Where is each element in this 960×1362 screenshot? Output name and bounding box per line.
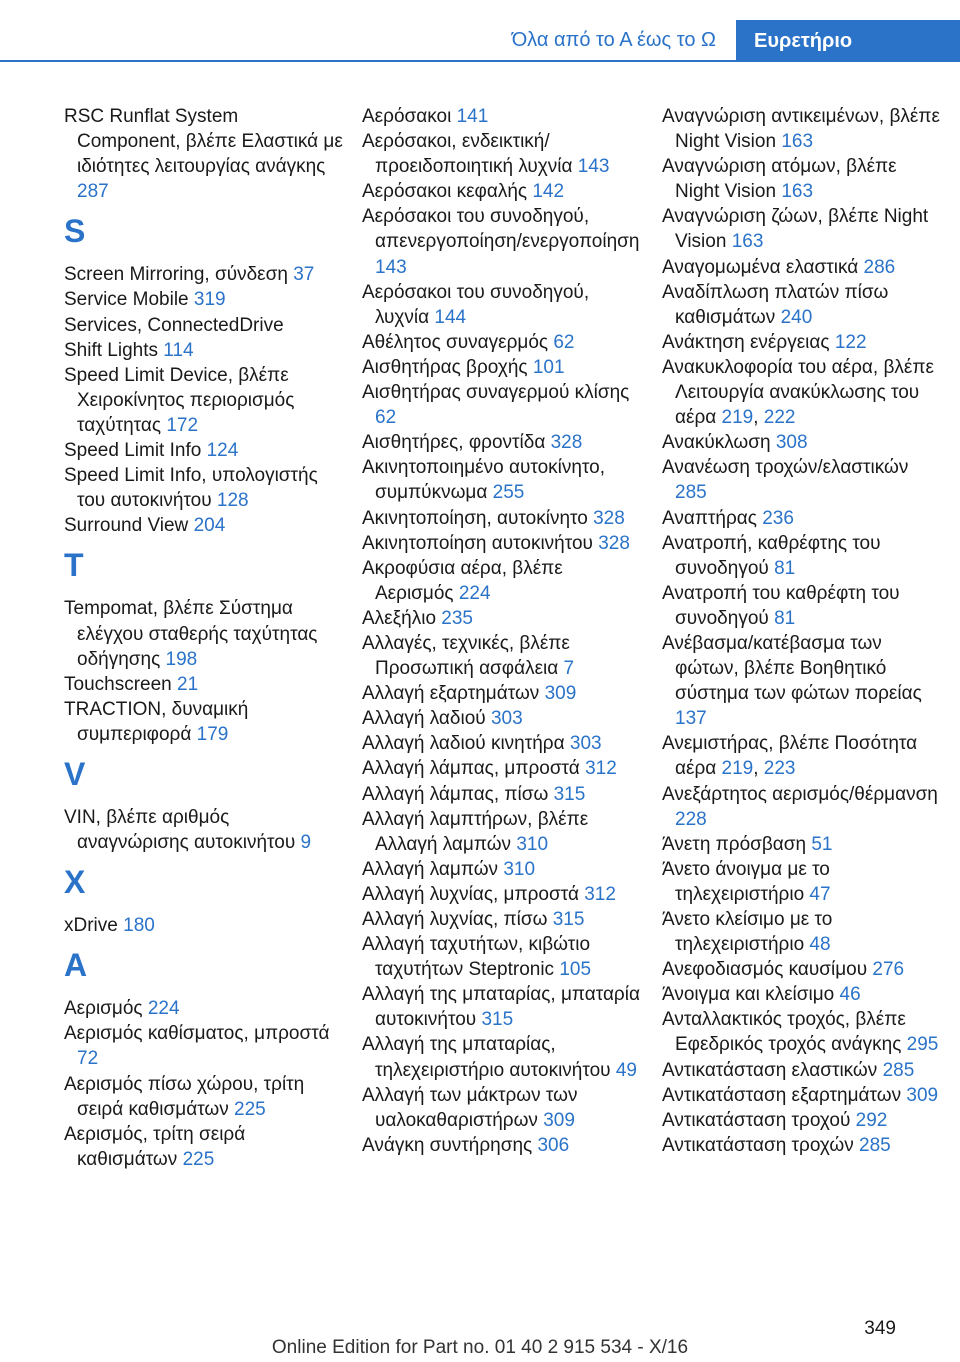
index-entry-text: Ανεξάρτητος αερισμός/θέρμανση xyxy=(662,783,938,805)
page-link[interactable]: 114 xyxy=(163,339,194,361)
index-entry xyxy=(362,531,642,556)
page-link[interactable]: 303 xyxy=(569,733,602,755)
index-entry-text: Αντικατάσταση τροχών xyxy=(662,1134,854,1156)
index-entry-text: Άνετο κλείσιμο με το τηλεχειριστήριο xyxy=(662,909,833,956)
page-link[interactable]: 101 xyxy=(532,356,565,378)
index-entry xyxy=(662,104,942,154)
index-entry xyxy=(64,104,344,204)
index-entry xyxy=(64,463,344,513)
index-entry xyxy=(662,907,942,957)
index-entry xyxy=(662,782,942,832)
tab-index[interactable]: Ευρετήριο xyxy=(736,20,960,62)
index-entry xyxy=(362,606,642,631)
page-link[interactable]: 219 xyxy=(721,758,754,780)
index-entry xyxy=(662,154,942,204)
page-link[interactable]: 308 xyxy=(775,432,808,454)
footer-edition: Online Edition for Part no. 01 40 2 915 534 - X/16 xyxy=(271,1337,689,1358)
page-link[interactable]: 312 xyxy=(585,758,617,780)
page-link[interactable]: 219 xyxy=(721,407,754,429)
index-entry xyxy=(662,1133,942,1158)
page-link[interactable]: 204 xyxy=(193,515,226,537)
page-link[interactable]: 179 xyxy=(196,723,229,745)
index-entry xyxy=(362,1083,642,1133)
index-entry-text: Αλλαγή λάμπας, πίσω xyxy=(362,783,549,805)
index-entry xyxy=(362,807,642,857)
index-entry-text: Ανάκτηση ενέργειας xyxy=(662,331,830,353)
page-link[interactable]: 128 xyxy=(216,490,249,512)
index-entry xyxy=(362,556,642,606)
index-entry xyxy=(662,1058,942,1083)
index-entry xyxy=(362,756,642,781)
index-entry xyxy=(362,932,642,982)
index-entry-text: Αλλαγή λαδιού κινητήρα xyxy=(362,733,565,755)
index-entry-text: Αλλαγή λαδιού xyxy=(362,708,486,730)
page-link[interactable]: 276 xyxy=(872,959,905,981)
index-entry-text: Speed Limit Device, βλέπε Χειροκίνητος περιορισμός ταχύτητας xyxy=(64,364,295,436)
index-entry xyxy=(64,672,344,697)
index-column-3 xyxy=(662,104,942,1158)
index-entry-text: Αλλαγή των μάκτρων των υαλοκαθαριστήρων xyxy=(362,1084,578,1131)
index-entry xyxy=(662,280,942,330)
index-entry xyxy=(64,338,344,363)
index-entry-text: RSC Runflat System Component, βλέπε Ελαστικά με ιδιότητες λειτουργίας ανάγκης xyxy=(64,106,343,178)
page-link[interactable]: 81 xyxy=(774,607,796,629)
page-link[interactable]: 9 xyxy=(300,832,312,854)
index-entry xyxy=(662,581,942,631)
index-entry xyxy=(662,430,942,455)
page-link[interactable]: 198 xyxy=(165,648,198,670)
index-entry xyxy=(362,681,642,706)
index-entry-text: Αναδίπλωση πλατών πίσω καθισμάτων xyxy=(662,281,889,328)
index-entry xyxy=(362,330,642,355)
index-entry xyxy=(662,857,942,907)
page-link[interactable]: 309 xyxy=(543,1109,575,1131)
index-entry xyxy=(362,1133,642,1158)
index-entry-text: Αλλαγή λυχνίας, μπροστά xyxy=(362,883,579,905)
page-link[interactable]: 81 xyxy=(774,557,796,579)
index-entry-text: Αισθητήρας συναγερμού κλίσης xyxy=(362,382,630,404)
index-entry-text: Ανατροπή του καθρέφτη του συνοδηγού xyxy=(662,582,900,629)
page-link[interactable]: 222 xyxy=(763,407,796,429)
page-link[interactable]: 315 xyxy=(552,909,585,930)
index-entry-text: Αερισμός πίσω χώρου, τρίτη σειρά καθισμάτων xyxy=(64,1073,305,1120)
index-entry-text: Αλεξήλιο xyxy=(362,607,437,629)
page-link[interactable]: 287 xyxy=(77,181,109,203)
index-entry xyxy=(362,982,642,1032)
index-entry-text: Αερισμός xyxy=(64,998,143,1020)
page-link[interactable]: 143 xyxy=(375,256,407,278)
index-entry-text: Αναγομωμένα ελαστικά xyxy=(662,256,859,278)
index-entry-text: Ακινητοποιημένο αυτοκίνητο, συμπύκνωμα xyxy=(362,457,606,504)
page-link[interactable]: 143 xyxy=(577,156,610,178)
index-letter-heading: T xyxy=(64,547,84,584)
page-link[interactable]: 312 xyxy=(584,883,616,905)
index-entry xyxy=(64,996,344,1021)
index-entry-text: Αλλαγή λαμπτήρων, βλέπε Αλλαγή λαμπών xyxy=(362,808,589,855)
index-entry xyxy=(64,1072,344,1122)
index-entry xyxy=(362,882,642,907)
index-entry-text: Αλλαγή της μπαταρίας, τηλεχειριστήριο αυτοκινήτου xyxy=(362,1034,611,1081)
page-link[interactable]: 62 xyxy=(375,407,397,429)
page-link[interactable]: 224 xyxy=(147,998,180,1020)
page-link[interactable]: 328 xyxy=(550,432,583,454)
index-entry xyxy=(362,129,642,179)
page-link[interactable]: 223 xyxy=(763,758,796,780)
page-link[interactable]: 255 xyxy=(492,482,525,504)
index-entry xyxy=(662,255,942,280)
index-entry xyxy=(362,455,642,505)
index-entry xyxy=(64,1122,344,1172)
index-entry-text: Ανάγκη συντήρησης xyxy=(362,1134,533,1156)
index-entry-text: Αναπτήρας xyxy=(662,507,757,529)
page-link[interactable]: 7 xyxy=(563,658,575,680)
index-entry xyxy=(662,531,942,581)
index-entry xyxy=(662,1108,942,1133)
index-entry xyxy=(362,104,642,129)
page-link[interactable]: 47 xyxy=(809,883,831,905)
index-entry: Ανεμιστήρας, βλέπε Ποσότητα αέρα 219, 223 xyxy=(662,733,918,780)
index-entry-text: Αλλαγή της μπαταρίας, μπαταρία αυτοκινήτου xyxy=(362,984,640,1031)
index-entry xyxy=(362,204,642,279)
page-link[interactable]: 142 xyxy=(532,181,565,203)
page-link[interactable]: 295 xyxy=(906,1034,939,1056)
page-link[interactable]: 228 xyxy=(675,808,707,830)
page-link[interactable]: 105 xyxy=(559,959,592,981)
index-entry-text: Speed Limit Info, υπολογιστής του αυτοκινήτου xyxy=(64,465,318,512)
index-entry xyxy=(362,907,642,932)
page-link[interactable]: 224 xyxy=(458,582,491,604)
index-entry xyxy=(64,513,344,538)
index-entry-text: Αναγνώριση αντικειμένων, βλέπε Night Vision xyxy=(662,106,940,153)
index-entry xyxy=(662,957,942,982)
page-link[interactable]: 180 xyxy=(123,915,155,937)
index-entry: Ανακυκλοφορία του αέρα, βλέπε Λειτουργία ανακύκλωσης του αέρα 219, 222 xyxy=(662,356,934,429)
index-entry-text: Ακροφύσια αέρα, βλέπε Αερισμός xyxy=(362,557,563,604)
index-entry-text: Αλλαγή λαμπών xyxy=(362,858,499,880)
index-entry-text: Αλλαγή εξαρτημάτων xyxy=(362,683,540,705)
index-entry-text: Surround View xyxy=(64,515,189,537)
index-entry-text: xDrive xyxy=(64,915,118,937)
page-link[interactable]: 163 xyxy=(781,181,814,203)
index-entry-text: Touchscreen xyxy=(64,673,172,695)
page-link[interactable]: 292 xyxy=(855,1109,888,1131)
index-entry-text: Αερισμός, τρίτη σειρά καθισμάτων xyxy=(64,1123,246,1170)
page-link[interactable]: 72 xyxy=(77,1048,99,1070)
index-column-2 xyxy=(362,104,642,1158)
index-entry xyxy=(662,455,942,505)
index-entry xyxy=(362,782,642,807)
page-link[interactable]: 124 xyxy=(206,440,239,462)
index-entry xyxy=(362,280,642,330)
index-entry-text: Ανέβασμα/κατέβασμα των φώτων, βλέπε Βοηθητικό σύστημα των φώτων πορείας xyxy=(662,632,922,705)
index-entry xyxy=(662,982,942,1007)
page-link[interactable]: 306 xyxy=(537,1134,570,1156)
index-entry xyxy=(362,706,642,731)
index-entry xyxy=(362,380,642,430)
index-entry-text: Ανεφοδιασμός καυσίμου xyxy=(662,959,868,981)
page-link[interactable]: 21 xyxy=(177,673,199,695)
index-entry-text: Ανακύκλωση xyxy=(662,432,771,454)
page-link[interactable]: 235 xyxy=(441,607,473,629)
page-link[interactable]: 62 xyxy=(553,331,575,353)
index-letter-heading: X xyxy=(64,864,86,901)
page-link[interactable]: 286 xyxy=(863,256,896,278)
page-link[interactable]: 163 xyxy=(781,131,814,153)
index-letter-heading: V xyxy=(64,755,86,792)
index-column-1 xyxy=(64,104,344,1172)
page-link[interactable]: 225 xyxy=(182,1148,215,1170)
index-entry xyxy=(362,731,642,756)
index-entry-text: Ανανέωση τροχών/ελαστικών xyxy=(662,457,909,479)
page-link[interactable]: 144 xyxy=(434,306,467,328)
index-entry-text: Ανεμιστήρας, βλέπε Ποσότητα αέρα xyxy=(662,733,918,780)
index-entry-text: Tempomat, βλέπε Σύστημα ελέγχου σταθερής ταχύτητας οδήγησης xyxy=(64,598,318,670)
header-divider xyxy=(0,60,960,62)
index-entry xyxy=(662,204,942,254)
page-link[interactable]: 51 xyxy=(811,833,833,855)
index-entry-text: Αθέλητος συναγερμός xyxy=(362,331,549,353)
page-link[interactable]: 315 xyxy=(481,1009,514,1031)
tab-alpha-index[interactable]: Όλα από το Α έως το Ω xyxy=(511,29,716,51)
page-link[interactable]: 285 xyxy=(859,1134,891,1156)
index-entry-text: Ανταλλακτικός τροχός, βλέπε Εφεδρικός τροχός ανάγκης xyxy=(662,1009,906,1056)
index-entry-text: Άνετο άνοιγμα με το τηλεχειριστήριο xyxy=(662,858,830,905)
index-entry xyxy=(64,438,344,463)
index-entry xyxy=(362,179,642,204)
index-entry xyxy=(362,631,642,681)
index-entry xyxy=(662,506,942,531)
page-link[interactable]: 141 xyxy=(456,106,489,127)
page-number: 349 xyxy=(864,1318,896,1339)
index-entry xyxy=(64,805,344,855)
index-letter-heading: A xyxy=(64,947,88,984)
index-entry-text: Αισθητήρας βροχής xyxy=(362,356,528,378)
index-entry-text: Αντικατάσταση τροχού xyxy=(662,1109,851,1131)
index-entry-text: Shift Lights xyxy=(64,339,158,361)
index-entry xyxy=(662,1007,942,1057)
page-link[interactable]: 328 xyxy=(593,507,625,529)
index-entry-text: Ακινητοποίηση, αυτοκίνητο xyxy=(362,507,588,529)
index-entry-text: Αερισμός καθίσματος, μπροστά xyxy=(64,1023,330,1045)
index-entry-text: Αερόσακοι του συνοδηγού, λυχνία xyxy=(362,281,590,328)
index-entry xyxy=(64,262,344,287)
index-entry xyxy=(662,1083,942,1108)
index-entry xyxy=(64,913,344,938)
page-link[interactable]: 315 xyxy=(553,783,586,805)
index-entry-text: Ανατροπή, καθρέφτης του συνοδηγού xyxy=(662,532,881,579)
index-entry-text: Άνετη πρόσβαση xyxy=(662,833,807,855)
index-entry xyxy=(64,1021,344,1071)
index-entry-text: Άνοιγμα και κλείσιμο xyxy=(662,984,835,1006)
page-link[interactable]: 303 xyxy=(490,708,523,730)
index-entry-text: Αντικατάσταση ελαστικών xyxy=(662,1059,878,1081)
index-entry-text: Αντικατάσταση εξαρτημάτων xyxy=(662,1084,902,1106)
page-link[interactable]: 328 xyxy=(598,532,630,554)
page-link[interactable]: 309 xyxy=(544,683,577,705)
index-entry-text: Ακινητοποίηση αυτοκινήτου xyxy=(362,532,593,554)
index-entry xyxy=(662,330,942,355)
page-link[interactable]: 309 xyxy=(906,1084,939,1106)
index-entry xyxy=(64,287,344,312)
page-link[interactable]: 285 xyxy=(675,482,707,504)
index-entry xyxy=(362,1032,642,1082)
page-link[interactable]: 46 xyxy=(839,984,861,1006)
index-entry-text: Αλλαγές, τεχνικές, βλέπε Προσωπική ασφάλεια xyxy=(362,632,570,680)
page-link[interactable]: 225 xyxy=(234,1098,266,1120)
index-entry-text: Services, ConnectedDrive xyxy=(64,314,284,336)
index-entry-text: TRACTION, δυναμική συμπεριφορά xyxy=(64,698,249,745)
index-entry xyxy=(64,363,344,438)
page-link[interactable]: 137 xyxy=(675,708,707,730)
index-entry-text: Speed Limit Info xyxy=(64,440,202,462)
index-entry-text: Αισθητήρες, φροντίδα xyxy=(362,432,546,454)
index-entry-text: Αναγνώριση ζώων, βλέπε Night Vision xyxy=(662,206,929,253)
index-entry-text: Αλλαγή ταχυτήτων, κιβώτιο ταχυτήτων Steptronic xyxy=(362,934,591,981)
index-entry xyxy=(64,313,344,338)
index-entry-text: VIN, βλέπε αριθμός αναγνώρισης αυτοκινήτου xyxy=(64,806,296,854)
index-entry-text: Service Mobile xyxy=(64,289,189,311)
index-entry xyxy=(362,355,642,380)
page-link[interactable]: 240 xyxy=(780,306,813,328)
index-entry-text: Αερόσακοι κεφαλής xyxy=(362,181,528,203)
index-entry xyxy=(64,697,344,747)
page-link[interactable]: 310 xyxy=(516,833,549,855)
page-link[interactable]: 49 xyxy=(615,1059,637,1081)
index-letter-heading: S xyxy=(64,213,86,250)
index-entry xyxy=(662,832,942,857)
index-entry xyxy=(662,631,942,731)
index-entry-text: Ανακυκλοφορία του αέρα, βλέπε Λειτουργία ανακύκλωσης του αέρα xyxy=(662,356,934,429)
page-link[interactable]: 37 xyxy=(293,264,315,286)
index-entry xyxy=(362,430,642,455)
index-entry-text: Αλλαγή λυχνίας, πίσω xyxy=(362,909,548,930)
index-entry-text: Αερόσακοι xyxy=(362,106,452,127)
page-link[interactable]: 122 xyxy=(834,331,867,353)
index-entry-text: Αερόσακοι, ενδεικτική/προειδοποιητική λυχνία xyxy=(362,131,573,178)
index-entry xyxy=(362,857,642,882)
page-link[interactable]: 172 xyxy=(166,414,199,436)
index-entry xyxy=(64,596,344,671)
page-link[interactable]: 285 xyxy=(882,1059,915,1081)
index-entry-text: Αναγνώριση ατόμων, βλέπε Night Vision xyxy=(662,156,897,203)
page-link[interactable]: 310 xyxy=(503,858,536,880)
page-link[interactable]: 236 xyxy=(762,507,794,529)
index-entry-text: Αλλαγή λάμπας, μπροστά xyxy=(362,758,580,780)
page-link[interactable]: 163 xyxy=(731,231,764,253)
page-link[interactable]: 48 xyxy=(809,934,831,956)
index-entry-text: Screen Mirroring, σύνδεση xyxy=(64,264,288,286)
index-entry xyxy=(362,506,642,531)
header-bar xyxy=(0,0,960,62)
page-link[interactable]: 319 xyxy=(193,289,226,311)
index-entry-text: Αερόσακοι του συνοδηγού, απενεργοποίηση/ενεργοποίηση xyxy=(362,206,640,253)
